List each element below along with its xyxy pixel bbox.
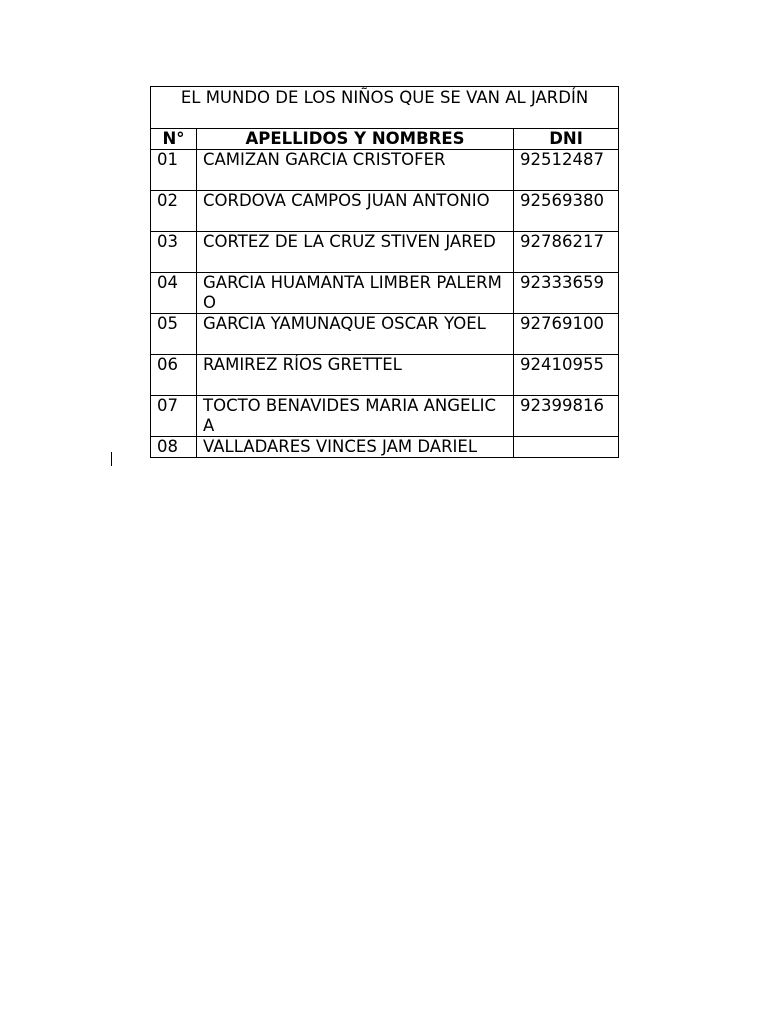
row-dni: 92333659 bbox=[514, 273, 619, 314]
row-name: TOCTO BENAVIDES MARIA ANGELICA bbox=[197, 396, 514, 437]
table-row bbox=[151, 396, 619, 437]
table-row bbox=[151, 355, 619, 396]
table-title: EL MUNDO DE LOS NIÑOS QUE SE VAN AL JARDÍN bbox=[151, 87, 619, 129]
header-number: N° bbox=[151, 129, 197, 150]
table-row bbox=[151, 232, 619, 273]
header-name: APELLIDOS Y NOMBRES bbox=[197, 129, 514, 150]
table-row bbox=[151, 437, 619, 458]
row-dni: 92786217 bbox=[514, 232, 619, 273]
row-number: 06 bbox=[151, 355, 197, 396]
row-dni: 92399816 bbox=[514, 396, 619, 437]
row-name: RAMIREZ RÍOS GRETTEL bbox=[197, 355, 514, 396]
table-row bbox=[151, 150, 619, 191]
row-number: 05 bbox=[151, 314, 197, 355]
text-cursor[interactable] bbox=[111, 452, 112, 466]
row-dni: 92769100 bbox=[514, 314, 619, 355]
table-row bbox=[151, 191, 619, 232]
row-name: CAMIZAN GARCIA CRISTOFER bbox=[197, 150, 514, 191]
row-dni bbox=[514, 437, 619, 458]
table-row bbox=[151, 273, 619, 314]
row-dni: 92410955 bbox=[514, 355, 619, 396]
title-row bbox=[151, 87, 619, 129]
row-name: CORTEZ DE LA CRUZ STIVEN JARED bbox=[197, 232, 514, 273]
students-table bbox=[150, 86, 619, 458]
row-name: GARCIA HUAMANTA LIMBER PALERMO bbox=[197, 273, 514, 314]
row-number: 04 bbox=[151, 273, 197, 314]
row-number: 03 bbox=[151, 232, 197, 273]
row-name: VALLADARES VINCES JAM DARIEL bbox=[197, 437, 514, 458]
row-number: 07 bbox=[151, 396, 197, 437]
row-name: GARCIA YAMUNAQUE OSCAR YOEL bbox=[197, 314, 514, 355]
row-number: 08 bbox=[151, 437, 197, 458]
row-number: 01 bbox=[151, 150, 197, 191]
row-dni: 92569380 bbox=[514, 191, 619, 232]
table-row bbox=[151, 314, 619, 355]
row-dni: 92512487 bbox=[514, 150, 619, 191]
header-dni: DNI bbox=[514, 129, 619, 150]
header-row bbox=[151, 129, 619, 150]
row-name: CORDOVA CAMPOS JUAN ANTONIO bbox=[197, 191, 514, 232]
row-number: 02 bbox=[151, 191, 197, 232]
